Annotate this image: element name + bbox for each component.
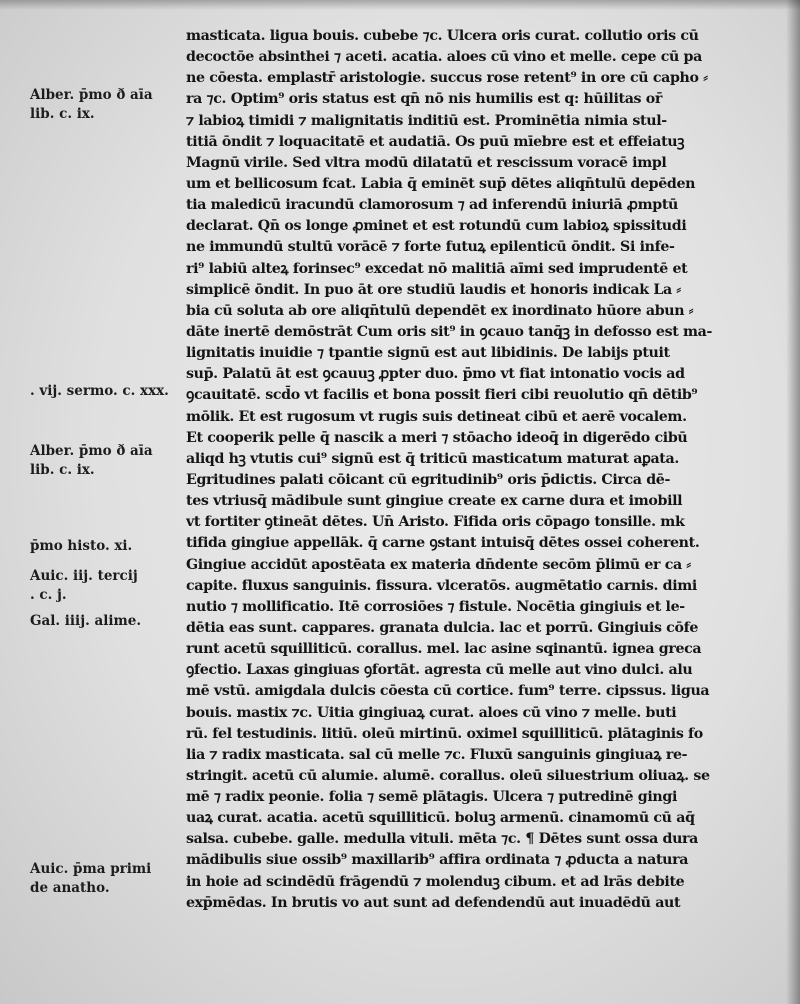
text-line: tes vtriusq̄ mādibule sunt gingiue create ex carne dura et imobill xyxy=(186,493,683,510)
text-line: mē vstū. amigdala dulcis cōesta cū cortice. fum⁹ terre. cipssus. ligua xyxy=(186,683,710,700)
text-line: lignitatis inuidie ⁊ tpantie signū est aut libidinis. De labijs ptuit xyxy=(186,345,670,362)
text-line: simplicē ōndit. In puo āt ore studiū laudis et honoris indicak La ⸗ xyxy=(186,281,681,298)
text-line: dētia eas sunt. cappares. granata dulcia. lac et porrū. Gingiuis cōfe xyxy=(186,619,699,636)
text-line: ꝯcauitatē. scd̄o vt facilis et bona possit fieri cibi reuolutio qn̄ dētib⁹ xyxy=(186,387,698,404)
text-line: exp̄mēdas. In brutis vo aut sunt ad defendendū aut inuadēdū aut xyxy=(186,894,681,911)
text-line: ne immundū stultū vorācē ⁊ forte futuꝝ epilenticū ōndit. Si infe- xyxy=(186,239,675,256)
text-line: stringit. acetū cū alumie. alumē. corallus. oleū siluestrium oliuaꝝ. se xyxy=(186,767,710,784)
text-line: sup̄. Palatū āt est ꝯcauuꝫ ꝓpter duo. p̄mo vt fiat intonatio vocis ad xyxy=(186,366,685,383)
main-text-block xyxy=(186,26,746,914)
text-line: masticata. ligua bouis. cubebe ⁊c. Ulcera oris curat. collutio oris cū xyxy=(186,28,699,44)
marginal-note: Alber. p̄mo ð aīa lib. c. ix. xyxy=(30,443,153,478)
text-line: Egritudines palati cōicant cū egritudinib⁹ oris p̄dictis. Circa dē- xyxy=(186,471,671,488)
text-line: ne cōesta. emplastr̄ aristologie. succus rose retent⁹ in ore cū capho ⸗ xyxy=(186,70,708,87)
text-line: lia ⁊ radix masticata. sal cū melle ⁊c. Fluxū sanguinis gingiuaꝝ re- xyxy=(186,746,688,763)
text-line: mādibulis siue ossib⁹ maxillarib⁹ affira ordinata ⁊ ꝓducta a natura xyxy=(186,852,689,869)
text-line: uaꝝ curat. acatia. acetū squilliticū. boluꝫ armenū. cinamomū cū aq̄ xyxy=(186,810,695,827)
text-line: aliqd hꝫ vtutis cui⁹ signū est q̄ triticū masticatum maturat aꝑata. xyxy=(186,450,679,467)
text-line: rū. fel testudinis. litiū. oleū mirtinū. oximel squilliticū. plātaginis fo xyxy=(186,725,703,742)
marginal-note: Auic. iij. tercij . c. j. xyxy=(30,568,138,603)
text-line: vt fortiter ꝯtineāt dētes. Un̄ Aristo. Fifida oris cōpago tonsille. mk xyxy=(186,514,685,531)
text-line: nutio ⁊ mollificatio. Itē corrosiōes ⁊ fistule. Nocētia gingiuis et le- xyxy=(186,598,685,615)
text-line: ra ⁊c. Optim⁹ oris status est qn̄ nō nis humilis est q: hūilitas or̄ xyxy=(186,91,663,108)
text-line: in hoie ad scindēdū frāgendū ⁊ molenduꝫ cibum. et ad lrās debite xyxy=(186,873,685,890)
marginal-note: . vij. sermo. c. xxx. xyxy=(30,383,169,399)
text-line: tifida gingiue appellāk. q̄ carne ꝯstant intuisq̄ dētes ossei coherent. xyxy=(186,535,700,552)
text-line: mōlik. Et est rugosum vt rugis suis detineat cibū et aerē vocalem. xyxy=(186,408,687,425)
text-line: salsa. cubebe. galle. medulla vituli. mēta ⁊c. ¶ Dētes sunt ossa dura xyxy=(186,831,699,848)
gutter-shadow xyxy=(786,0,800,1004)
text-line: Et cooperik pelle q̄ nascik a meri ⁊ stōacho ideoq̄ in digerēdo cibū xyxy=(186,429,688,446)
text-line: ꝯfectio. Laxas gingiuas ꝯfortāt. agresta cū melle aut vino dulci. alu xyxy=(186,662,693,679)
marginal-note: p̄mo histo. xi. xyxy=(30,538,133,554)
text-line: ⁊ labioꝝ timidi ⁊ malignitatis inditiū est. Prominētia nimia stul- xyxy=(186,112,667,129)
text-line: runt acetū squilliticū. corallus. mel. lac asine sqinantū. ignea greca xyxy=(186,641,702,658)
marginal-note: Auic. p̄ma primi de anatho. xyxy=(30,861,152,896)
marginal-notes-column xyxy=(30,0,180,1004)
text-line: titiā ōndit ⁊ loquacitatē et audatiā. Os puū mīebre est et effeiatuꝫ xyxy=(186,133,685,150)
text-line: Gingiue accidūt apostēata ex materia dn̄dente secōm p̄limū er ca ⸗ xyxy=(186,556,691,573)
text-line: um et bellicosum fcat. Labia q̄ eminēt sup̄ dētes aliqn̄tulū depēden xyxy=(186,175,696,192)
text-line: declarat. Qn̄ os longe ꝓminet et est rotundū cum labioꝝ spissitudi xyxy=(186,218,687,235)
text-line: Magnū virile. Sed vltra modū dilatatū et rescissum voracē impl xyxy=(186,154,667,171)
text-line: dāte inertē demōstrāt Cum oris sit⁹ in ꝯcauo tanq̄ꝫ in defosso est ma- xyxy=(186,323,713,340)
marginal-note: Gal. iiij. alime. xyxy=(30,613,142,629)
text-line: tia maledicū iracundū clamorosum ⁊ ad inferendū iniuriā ꝓmptū xyxy=(186,197,678,214)
text-line: bia cū soluta ab ore aliqn̄tulū dependēt ex inordinato hūore abun ⸗ xyxy=(186,302,694,319)
marginal-note: Alber. p̄mo ð aīa lib. c. ix. xyxy=(30,87,153,122)
text-line: mē ⁊ radix peonie. folia ⁊ semē plātagis. Ulcera ⁊ putredinē gingi xyxy=(186,789,677,806)
text-line: bouis. mastix ⁊c. Uitia gingiuaꝝ curat. aloes cū vino ⁊ melle. buti xyxy=(186,704,677,721)
text-line: capite. fluxus sanguinis. fissura. vlceratōs. augmētatio carnis. dimi xyxy=(186,577,697,594)
text-line: ri⁹ labiū alteꝝ forinsec⁹ excedat nō malitiā aīmi sed imprudentē et xyxy=(186,260,688,277)
text-line: decoctōe absinthei ⁊ aceti. acatia. aloes cū vino et melle. cepe cū pa xyxy=(186,49,702,66)
